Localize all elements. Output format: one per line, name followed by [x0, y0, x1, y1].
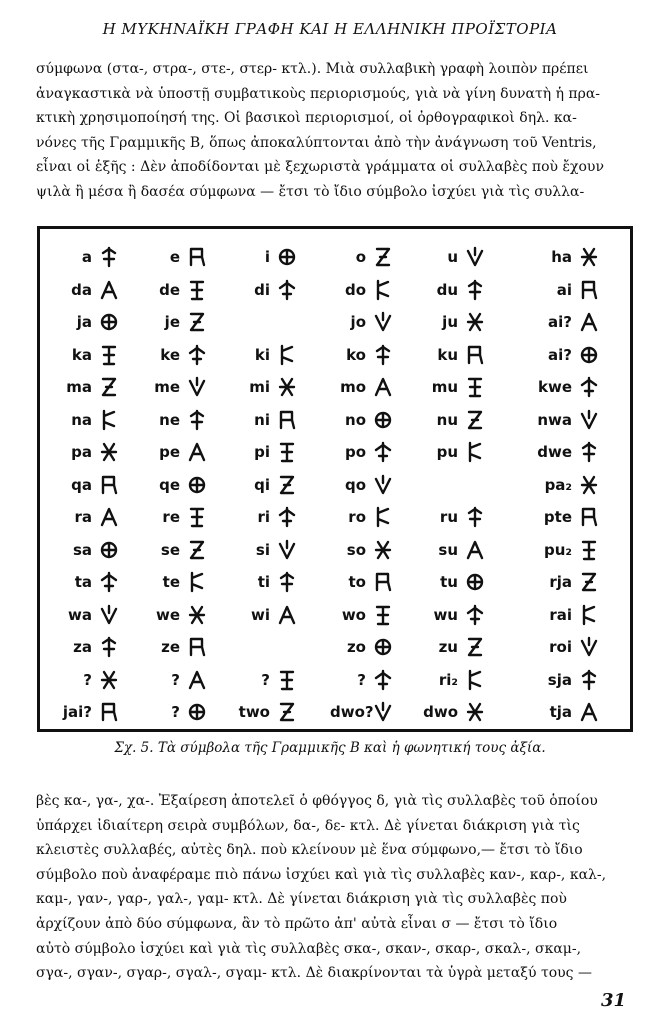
sign-cell	[234, 601, 298, 629]
sign-cell	[330, 406, 394, 434]
linear-b-sign-icon	[372, 375, 394, 399]
sign-phonetic-value: ze	[161, 638, 180, 656]
sign-phonetic-value: po	[344, 443, 366, 461]
sign-cell	[48, 308, 120, 336]
linear-b-sign-icon	[276, 375, 298, 399]
sign-cell	[234, 406, 298, 434]
sign-cell	[234, 568, 298, 596]
top-paragraph	[36, 57, 632, 205]
linear-b-sign-icon	[464, 278, 486, 302]
linear-b-sign-icon	[372, 310, 394, 334]
linear-b-sign-icon	[578, 408, 600, 432]
linear-b-sign-icon	[186, 343, 208, 367]
sign-phonetic-value: pu	[436, 443, 458, 461]
sign-cell	[422, 406, 486, 434]
bottom-paragraph	[36, 789, 632, 986]
sign-phonetic-value: qa	[71, 475, 92, 494]
linear-b-sign-icon	[98, 603, 120, 627]
sign-phonetic-value: nwa	[537, 410, 572, 429]
text-line: αὐτὸ σύμβολο ἰσχύει καὶ γιὰ τὶς συλλαβὲς σκα-, σκαν-, σκαρ-, σκαλ-, σκαμ-,	[36, 940, 582, 957]
sign-cell	[330, 276, 394, 304]
sign-cell	[48, 698, 120, 726]
figure-caption: Σχ. 5. Τὰ σύμβολα τῆς Γραμμικῆς Β καὶ ἡ φωνητική τους ἀξία.	[114, 740, 546, 756]
sign-phonetic-value: e	[169, 248, 180, 266]
linear-b-sign-icon	[372, 440, 394, 464]
sign-cell	[422, 438, 486, 466]
sign-cell	[330, 666, 394, 694]
linear-b-sign-icon	[464, 245, 486, 269]
linear-b-sign-icon	[372, 570, 394, 594]
sign-phonetic-value: ka	[71, 345, 92, 364]
sign-cell	[422, 308, 486, 336]
sign-cell	[144, 243, 208, 271]
sign-cell	[144, 698, 208, 726]
sign-cell	[330, 536, 394, 564]
sign-phonetic-value: pi	[254, 443, 270, 461]
linear-b-sign-icon	[464, 635, 486, 659]
linear-b-sign-icon	[276, 343, 298, 367]
sign-phonetic-value: i	[264, 248, 270, 266]
sign-phonetic-value: ju	[442, 313, 458, 331]
text-line: ἀρχίζουν ἀπὸ δύο σύμφωνα, ἂν τὸ πρῶτο ἀπ' αὐτὰ εἶναι σ — ἔτσι τὸ ἴδιο	[36, 915, 558, 932]
linear-b-sign-icon	[578, 538, 600, 562]
linear-b-sign-icon	[276, 570, 298, 594]
sign-phonetic-value: ta	[74, 573, 92, 591]
sign-phonetic-value: o	[355, 248, 366, 266]
linear-b-sign-icon	[186, 440, 208, 464]
sign-phonetic-value: me	[154, 378, 180, 396]
text-line: σύμβολο ποὺ ἀναφέραμε πιὸ πάνω ἰσχύει καὶ γιὰ τὶς συλλαβὲς καν-, καρ-, καλ-,	[36, 866, 607, 883]
linear-b-sign-icon	[186, 473, 208, 497]
linear-b-sign-icon	[276, 408, 298, 432]
sign-phonetic-value: so	[346, 540, 366, 559]
sign-phonetic-value: mi	[249, 378, 270, 396]
linear-b-sign-icon	[578, 278, 600, 302]
sign-cell	[48, 341, 120, 369]
sign-cell	[48, 276, 120, 304]
sign-phonetic-value: ku	[437, 345, 458, 364]
sign-cell	[528, 438, 600, 466]
text-line: νόνες τῆς Γραμμικῆς Β, ὅπως ἀποκαλύπτονται ἀπὸ τὴν ἀνάγνωση τοῦ Ventris,	[36, 134, 597, 151]
sign-cell	[330, 471, 394, 499]
text-line: ὑπάρχει ἰδιαίτερη σειρὰ συμβόλων, δα-, δε- κτλ. Δὲ γίνεται διάκριση γιὰ τὶς	[36, 817, 580, 834]
sign-cell	[330, 633, 394, 661]
sign-phonetic-value: ru	[439, 508, 458, 526]
sign-phonetic-value: ro	[348, 508, 366, 526]
sign-phonetic-value: two	[238, 703, 270, 721]
sign-phonetic-value: rja	[549, 573, 572, 591]
sign-cell	[330, 341, 394, 369]
sign-phonetic-value: pte	[543, 508, 572, 526]
sign-phonetic-value: jo	[350, 313, 366, 331]
sign-cell	[48, 406, 120, 434]
linear-b-sign-icon	[372, 505, 394, 529]
sign-phonetic-value: pa₂	[544, 475, 572, 494]
sign-phonetic-value: za	[73, 638, 92, 656]
sign-phonetic-value: te	[162, 573, 180, 591]
sign-cell	[422, 243, 486, 271]
text-line: ψιλὰ ἢ μέσα ἢ δασέα σύμφωνα — ἔτσι τὸ ἴδιο σύμβολο ἰσχύει γιὰ τὶς συλλα-	[36, 183, 585, 200]
linear-b-sign-icon	[372, 278, 394, 302]
sign-cell	[144, 438, 208, 466]
sign-cell	[144, 308, 208, 336]
linear-b-sign-icon	[372, 603, 394, 627]
linear-b-sign-icon	[98, 668, 120, 692]
sign-phonetic-value: wa	[68, 605, 92, 624]
sign-phonetic-value: nu	[436, 410, 458, 429]
sign-phonetic-value: wu	[433, 605, 458, 624]
linear-b-sign-icon	[98, 635, 120, 659]
text-line: κτικὴ χρησιμοποίησή της. Οἱ βασικοὶ περιορισμοί, οἱ ὀρθογραφικοὶ δηλ. κα-	[36, 110, 577, 127]
sign-cell	[528, 406, 600, 434]
linear-b-sign-icon	[464, 343, 486, 367]
page-number: 31	[600, 990, 626, 1011]
linear-b-sign-icon	[98, 440, 120, 464]
sign-cell	[422, 503, 486, 531]
sign-cell	[422, 568, 486, 596]
sign-cell	[422, 536, 486, 564]
linear-b-sign-icon	[98, 375, 120, 399]
sign-phonetic-value: dwo	[423, 703, 458, 721]
sign-cell	[422, 276, 486, 304]
sign-cell	[330, 503, 394, 531]
sign-cell	[234, 471, 298, 499]
sign-phonetic-value: we	[155, 605, 180, 624]
linear-b-sign-icon	[98, 343, 120, 367]
linear-b-sign-icon	[276, 278, 298, 302]
linear-b-sign-icon	[578, 505, 600, 529]
sign-phonetic-value: a	[81, 248, 92, 266]
sign-phonetic-value: mu	[431, 378, 458, 396]
linear-b-sign-icon	[98, 570, 120, 594]
sign-cell	[528, 536, 600, 564]
sign-cell	[330, 568, 394, 596]
linear-b-sign-icon	[186, 635, 208, 659]
sign-cell	[144, 568, 208, 596]
linear-b-sign-icon	[372, 538, 394, 562]
linear-b-sign-icon	[98, 245, 120, 269]
sign-phonetic-value: pe	[159, 443, 180, 461]
sign-cell	[330, 243, 394, 271]
sign-cell	[528, 698, 600, 726]
sign-cell	[528, 373, 600, 401]
sign-phonetic-value: dwe	[537, 443, 572, 461]
sign-cell	[234, 341, 298, 369]
linear-b-sign-icon	[186, 245, 208, 269]
linear-b-sign-icon	[186, 700, 208, 724]
sign-cell	[234, 536, 298, 564]
sign-cell	[48, 633, 120, 661]
linear-b-sign-icon	[578, 343, 600, 367]
text-line: βὲς κα-, γα-, χα-. Ἐξαίρεση ἀποτελεῖ ὁ φθόγγος δ, γιὰ τὶς συλλαβὲς τοῦ ὁποίου	[36, 793, 598, 809]
sign-cell	[48, 243, 120, 271]
text-line: εἶναι οἱ ἑξῆς : Δὲν ἀποδίδονται μὲ ξεχωριστὰ γράμματα οἱ συλλαβὲς ποὺ ἔχουν	[36, 159, 604, 176]
linear-b-sign-icon	[186, 570, 208, 594]
sign-phonetic-value: ?	[83, 670, 92, 689]
linear-b-sign-icon	[372, 245, 394, 269]
sign-phonetic-value: ja	[76, 313, 92, 331]
sign-phonetic-value: ma	[66, 378, 92, 396]
linear-b-sign-icon	[186, 375, 208, 399]
sign-phonetic-value: do	[344, 280, 366, 299]
sign-phonetic-value: sja	[547, 670, 572, 689]
sign-phonetic-value: no	[345, 410, 366, 429]
sign-phonetic-value: ?	[261, 670, 270, 689]
sign-phonetic-value: wo	[341, 605, 366, 624]
sign-cell	[48, 666, 120, 694]
sign-phonetic-value: zu	[438, 638, 458, 656]
linear-b-sign-icon	[464, 440, 486, 464]
sign-cell	[48, 601, 120, 629]
linear-b-sign-icon	[464, 408, 486, 432]
sign-cell	[528, 341, 600, 369]
sign-phonetic-value: ne	[159, 410, 180, 429]
sign-phonetic-value: pa	[71, 443, 92, 461]
sign-phonetic-value: re	[162, 508, 180, 526]
linear-b-sign-icon	[276, 245, 298, 269]
linear-b-sign-icon	[276, 668, 298, 692]
sign-phonetic-value: ai?	[548, 345, 572, 364]
sign-cell	[234, 666, 298, 694]
sign-phonetic-value: ki	[254, 345, 270, 364]
text-line: καμ-, γαν-, γαρ-, γαλ-, γαμ- κτλ. Δὲ γίνεται διάκριση γιὰ τὶς συλλαβὲς ποὺ	[36, 891, 567, 908]
sign-cell	[144, 373, 208, 401]
sign-cell	[144, 276, 208, 304]
sign-phonetic-value: ai?	[548, 313, 572, 331]
linear-b-sign-icon	[372, 473, 394, 497]
sign-phonetic-value: tja	[549, 703, 572, 721]
linear-b-sign-icon	[372, 408, 394, 432]
linear-b-sign-icon	[578, 375, 600, 399]
linear-b-sign-icon	[98, 408, 120, 432]
sign-phonetic-value: ri	[257, 508, 270, 526]
linear-b-sign-icon	[98, 700, 120, 724]
sign-phonetic-value: to	[348, 573, 366, 591]
text-line: σγα-, σγαν-, σγαρ-, σγαλ-, σγαμ- κτλ. Δὲ διακρίνονται τὰ ὑγρὰ μεταξύ τους —	[36, 965, 592, 982]
sign-phonetic-value: ?	[171, 670, 180, 689]
sign-cell	[422, 633, 486, 661]
sign-phonetic-value: ke	[160, 345, 180, 364]
linear-b-sign-icon	[276, 603, 298, 627]
sign-cell	[422, 341, 486, 369]
sign-phonetic-value: de	[159, 280, 180, 299]
sign-phonetic-value: jai?	[62, 703, 92, 721]
sign-phonetic-value: di	[254, 280, 270, 299]
sign-phonetic-value: ri₂	[438, 670, 458, 689]
sign-cell	[144, 503, 208, 531]
sign-phonetic-value: wi	[251, 605, 270, 624]
linear-b-sign-icon	[578, 635, 600, 659]
linear-b-sign-icon	[276, 505, 298, 529]
sign-phonetic-value: rai	[549, 605, 572, 624]
sign-cell	[330, 698, 394, 726]
sign-phonetic-value: zo	[346, 638, 366, 656]
linear-b-sign-icon	[372, 635, 394, 659]
sign-cell	[234, 438, 298, 466]
sign-phonetic-value: qi	[254, 475, 270, 494]
text-line: κλειστὲς συλλαβές, αὐτὲς δηλ. ποὺ κλείνουν μὲ ἕνα σύμφωνο,— ἔτσι τὸ ἴδιο	[36, 842, 583, 859]
linear-b-sign-icon	[276, 473, 298, 497]
sign-cell	[48, 568, 120, 596]
sign-cell	[48, 503, 120, 531]
sign-phonetic-value: je	[164, 313, 180, 331]
sign-cell	[330, 308, 394, 336]
linear-b-sign-icon	[464, 668, 486, 692]
linear-b-sign-table	[37, 226, 633, 732]
sign-cell	[144, 601, 208, 629]
sign-phonetic-value: kwe	[537, 378, 572, 396]
sign-cell	[528, 666, 600, 694]
linear-b-sign-icon	[276, 700, 298, 724]
sign-cell	[144, 666, 208, 694]
sign-phonetic-value: u	[447, 248, 458, 266]
sign-phonetic-value: ?	[357, 670, 366, 689]
linear-b-sign-icon	[464, 375, 486, 399]
sign-phonetic-value: pu₂	[544, 540, 572, 559]
running-head: Η ΜΥΚΗΝΑΪΚΗ ΓΡΑΦΗ ΚΑΙ Η ΕΛΛΗΝΙΚΗ ΠΡΟΪΣΤΟΡΙΑ	[102, 20, 558, 38]
sign-cell	[528, 276, 600, 304]
sign-phonetic-value: sa	[72, 540, 92, 559]
text-line: σύμφωνα (στα-, στρα-, στε-, στερ- κτλ.). Μιὰ συλλαβικὴ γραφὴ λοιπὸν πρέπει	[36, 61, 589, 77]
sign-cell	[330, 373, 394, 401]
sign-cell	[144, 536, 208, 564]
sign-cell	[234, 698, 298, 726]
sign-phonetic-value: ni	[254, 410, 270, 429]
linear-b-sign-icon	[578, 310, 600, 334]
sign-cell	[144, 471, 208, 499]
sign-cell	[422, 373, 486, 401]
sign-cell	[234, 276, 298, 304]
sign-phonetic-value: ko	[346, 345, 366, 364]
linear-b-sign-icon	[578, 668, 600, 692]
sign-cell	[528, 601, 600, 629]
sign-phonetic-value: na	[71, 410, 92, 429]
sign-phonetic-value: ti	[257, 573, 270, 591]
sign-cell	[48, 471, 120, 499]
linear-b-sign-icon	[186, 278, 208, 302]
linear-b-sign-icon	[186, 668, 208, 692]
linear-b-sign-icon	[578, 245, 600, 269]
linear-b-sign-icon	[464, 538, 486, 562]
linear-b-sign-icon	[276, 440, 298, 464]
linear-b-sign-icon	[372, 700, 394, 724]
sign-phonetic-value: da	[71, 280, 92, 299]
text-line: ἀναγκαστικὰ νὰ ὑποστῇ συμβατικοὺς περιορισμούς, γιὰ νὰ γίνη δυνατὴ ἡ πρα-	[36, 85, 601, 102]
sign-cell	[422, 666, 486, 694]
sign-cell	[234, 503, 298, 531]
sign-cell	[528, 308, 600, 336]
linear-b-sign-icon	[464, 310, 486, 334]
linear-b-sign-icon	[464, 700, 486, 724]
linear-b-sign-icon	[98, 505, 120, 529]
sign-cell	[528, 568, 600, 596]
linear-b-sign-icon	[186, 538, 208, 562]
sign-phonetic-value: se	[160, 540, 180, 559]
sign-cell	[528, 503, 600, 531]
linear-b-sign-icon	[464, 570, 486, 594]
sign-cell	[48, 438, 120, 466]
sign-cell	[144, 406, 208, 434]
linear-b-sign-icon	[578, 440, 600, 464]
linear-b-sign-icon	[186, 310, 208, 334]
linear-b-sign-icon	[186, 408, 208, 432]
sign-phonetic-value: ra	[74, 508, 92, 526]
linear-b-sign-icon	[578, 603, 600, 627]
linear-b-sign-icon	[98, 473, 120, 497]
sign-phonetic-value: du	[436, 280, 458, 299]
linear-b-sign-icon	[186, 603, 208, 627]
sign-grid	[40, 229, 630, 729]
sign-phonetic-value: su	[438, 540, 458, 559]
linear-b-sign-icon	[372, 668, 394, 692]
sign-phonetic-value: qo	[344, 475, 366, 494]
sign-phonetic-value: ha	[551, 248, 572, 266]
sign-phonetic-value: ai	[556, 280, 572, 299]
linear-b-sign-icon	[98, 278, 120, 302]
linear-b-sign-icon	[578, 700, 600, 724]
sign-cell	[528, 471, 600, 499]
linear-b-sign-icon	[578, 473, 600, 497]
sign-cell	[330, 438, 394, 466]
sign-cell	[144, 341, 208, 369]
sign-cell	[48, 373, 120, 401]
sign-cell	[528, 633, 600, 661]
sign-phonetic-value: si	[255, 540, 270, 559]
linear-b-sign-icon	[578, 570, 600, 594]
linear-b-sign-icon	[372, 343, 394, 367]
linear-b-sign-icon	[98, 538, 120, 562]
sign-phonetic-value: roi	[549, 638, 572, 656]
sign-cell	[48, 536, 120, 564]
linear-b-sign-icon	[186, 505, 208, 529]
sign-phonetic-value: qe	[159, 475, 180, 494]
sign-cell	[144, 633, 208, 661]
linear-b-sign-icon	[98, 310, 120, 334]
sign-cell	[422, 698, 486, 726]
sign-phonetic-value: tu	[440, 573, 458, 591]
sign-phonetic-value: ?	[171, 703, 180, 721]
sign-cell	[422, 601, 486, 629]
sign-cell	[528, 243, 600, 271]
linear-b-sign-icon	[464, 505, 486, 529]
sign-phonetic-value: mo	[340, 378, 366, 396]
linear-b-sign-icon	[464, 603, 486, 627]
sign-cell	[234, 373, 298, 401]
sign-phonetic-value: dwo?	[330, 703, 374, 721]
sign-cell	[234, 243, 298, 271]
linear-b-sign-icon	[276, 538, 298, 562]
sign-cell	[330, 601, 394, 629]
